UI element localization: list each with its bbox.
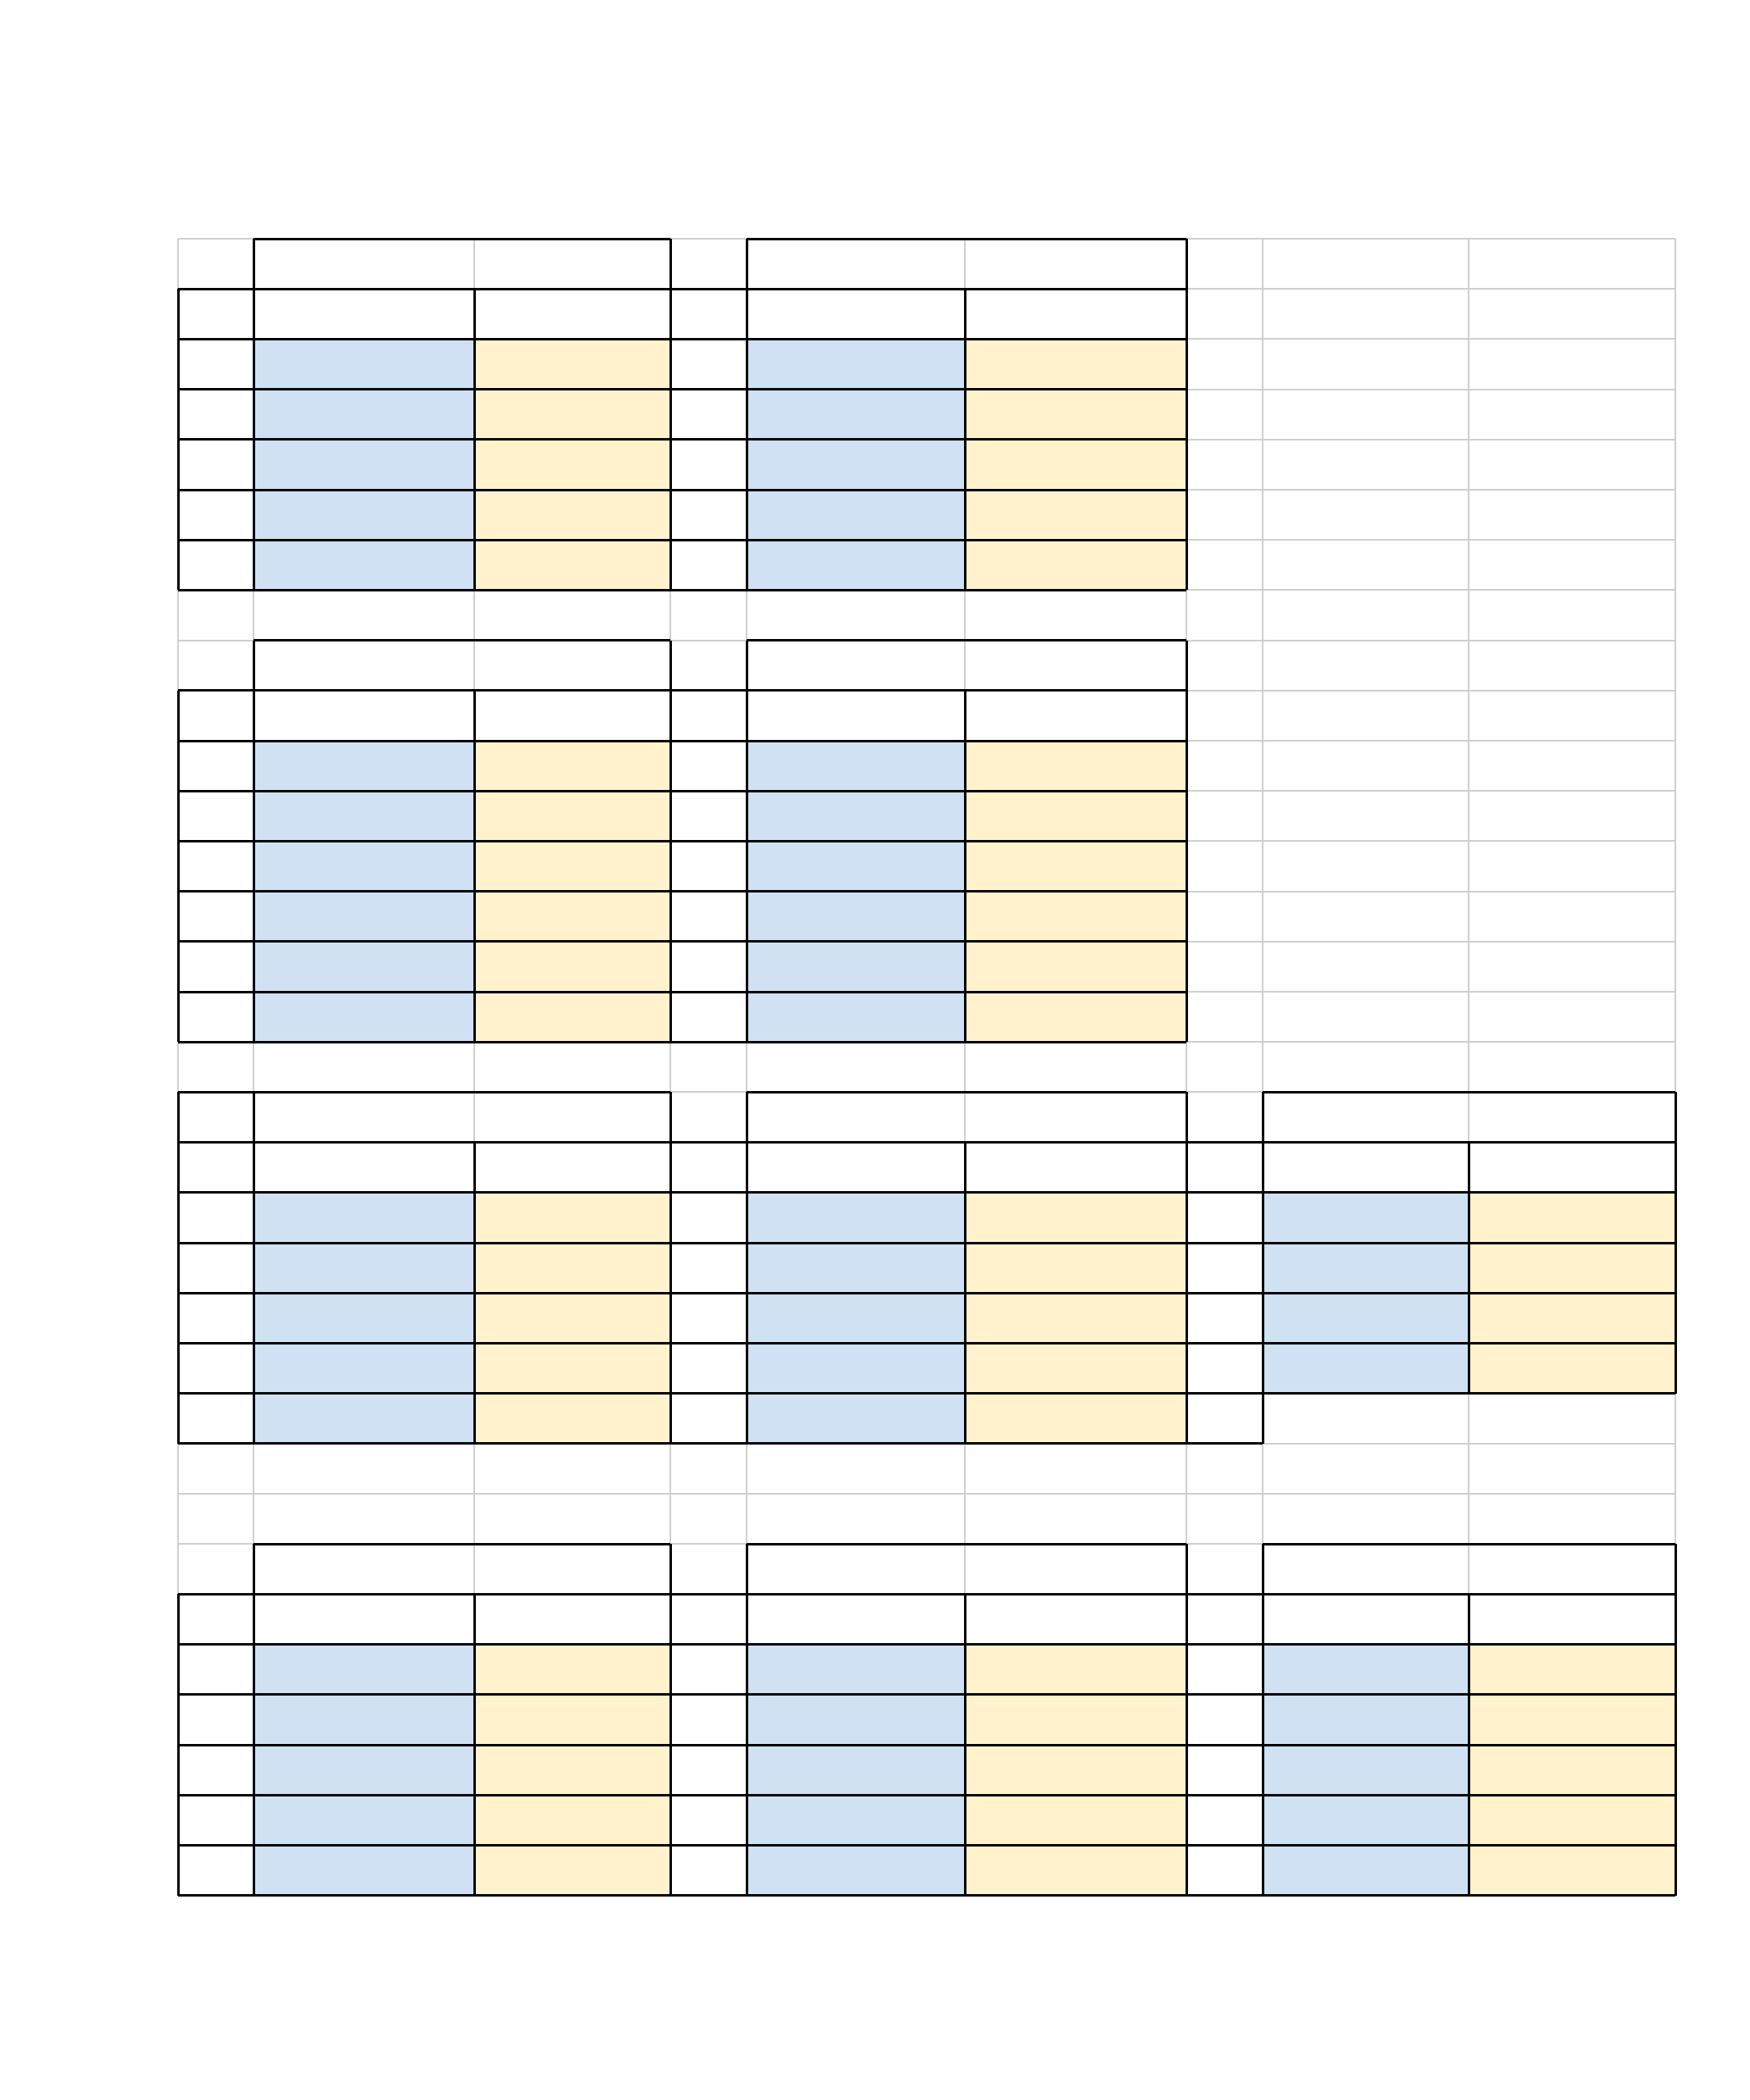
visitors-column-header	[475, 1144, 669, 1192]
grid-line	[746, 1594, 748, 1895]
grid-line	[747, 1091, 1186, 1093]
day-label	[179, 692, 253, 740]
venue-title	[747, 240, 1186, 288]
home-team	[747, 742, 964, 790]
home-column-header	[1263, 1144, 1468, 1192]
home-column-header	[747, 692, 964, 740]
grid-line	[1186, 1593, 1675, 1596]
home-team	[254, 1796, 473, 1844]
home-team	[254, 491, 473, 539]
grid-line	[746, 239, 748, 289]
visitor-team	[1469, 1294, 1675, 1342]
grid-line	[1186, 1894, 1675, 1897]
visitor-team	[475, 1696, 669, 1744]
game-time	[179, 892, 253, 941]
home-column-header	[747, 1595, 964, 1643]
venue-title	[254, 240, 669, 288]
visitor-team	[475, 1194, 669, 1242]
grid-line	[746, 289, 748, 590]
grid-line	[1262, 1143, 1264, 1394]
grid-line	[1186, 1643, 1675, 1646]
home-team	[1263, 1194, 1468, 1242]
game-time	[179, 1194, 253, 1242]
visitors-column-header	[1469, 1595, 1675, 1643]
grid-line	[746, 641, 748, 691]
home-team	[1263, 1244, 1468, 1292]
grid-line	[1186, 1092, 1188, 1142]
home-column-header	[1263, 1595, 1468, 1643]
home-team	[747, 1344, 964, 1392]
grid-line	[253, 289, 255, 590]
grid-line	[253, 1092, 255, 1142]
game-time	[671, 792, 746, 840]
home-team	[254, 943, 473, 991]
home-team	[747, 943, 964, 991]
visitor-team	[475, 1646, 669, 1694]
home-team	[747, 1646, 964, 1694]
home-team	[254, 1846, 473, 1894]
home-team	[747, 993, 964, 1041]
visitor-team	[475, 1395, 669, 1443]
grid-line	[178, 1493, 1675, 1495]
grid-line	[1262, 1394, 1264, 1444]
visitor-team	[475, 541, 669, 589]
game-time	[179, 1344, 253, 1392]
grid-line	[1186, 691, 1188, 1042]
game-time	[179, 390, 253, 439]
home-team	[254, 1244, 473, 1292]
game-time	[179, 1646, 253, 1694]
grid-line	[473, 1594, 476, 1895]
home-team	[1263, 1796, 1468, 1844]
grid-line	[746, 1544, 748, 1594]
game-time	[1187, 1696, 1262, 1744]
home-team	[254, 1746, 473, 1794]
grid-line	[747, 639, 1186, 641]
visitor-team	[475, 441, 669, 489]
game-time	[671, 1646, 746, 1694]
venue-title	[254, 1545, 669, 1593]
home-team	[747, 1194, 964, 1242]
venue-title	[747, 1093, 1186, 1141]
game-time	[671, 541, 746, 589]
game-time	[179, 1696, 253, 1744]
grid-line	[177, 1143, 180, 1444]
visitor-team	[1469, 1344, 1675, 1392]
visitor-team	[1469, 1194, 1675, 1242]
home-column-header	[747, 1144, 964, 1192]
visitor-team	[966, 541, 1186, 589]
game-time	[671, 1746, 746, 1794]
grid-line	[1468, 1594, 1470, 1895]
home-team	[1263, 1646, 1468, 1694]
grid-line	[253, 1594, 255, 1895]
grid-line	[964, 691, 966, 1042]
home-team	[254, 892, 473, 941]
grid-line	[1675, 1143, 1677, 1394]
grid-line	[669, 1092, 672, 1142]
game-time	[179, 340, 253, 388]
home-team	[254, 1696, 473, 1744]
game-time	[1187, 1194, 1262, 1242]
grid-line	[253, 239, 255, 289]
visitor-team	[1469, 1646, 1675, 1694]
visitor-team	[966, 993, 1186, 1041]
grid-line	[1468, 1143, 1470, 1394]
home-column-header	[254, 290, 473, 338]
grid-line	[253, 691, 255, 1042]
home-team	[747, 842, 964, 890]
grid-line	[964, 1143, 966, 1444]
home-team	[747, 1696, 964, 1744]
day-label	[671, 1595, 746, 1643]
home-team	[254, 842, 473, 890]
home-team	[254, 441, 473, 489]
grid-line	[177, 289, 180, 590]
visitor-team	[475, 1796, 669, 1844]
grid-line	[1186, 1844, 1675, 1847]
game-time	[671, 1244, 746, 1292]
visitor-team	[966, 943, 1186, 991]
grid-line	[1186, 1141, 1675, 1144]
visitor-team	[475, 340, 669, 388]
home-team	[747, 792, 964, 840]
visitor-team	[966, 441, 1186, 489]
game-time	[671, 1696, 746, 1744]
game-time	[179, 1294, 253, 1342]
venue-title	[747, 1545, 1186, 1593]
day-label	[671, 692, 746, 740]
game-time	[1187, 1746, 1262, 1794]
grid-line	[1263, 1543, 1675, 1545]
visitor-team	[475, 892, 669, 941]
game-time	[671, 441, 746, 489]
grid-line	[1675, 1544, 1677, 1594]
game-time	[671, 1194, 746, 1242]
grid-line	[1186, 1143, 1188, 1394]
game-time	[671, 1395, 746, 1443]
grid-line	[177, 691, 180, 1042]
game-time	[671, 1344, 746, 1392]
game-time	[179, 742, 253, 790]
home-team	[1263, 1696, 1468, 1744]
game-time	[1187, 1646, 1262, 1694]
grid-line	[178, 1091, 254, 1093]
visitor-team	[475, 792, 669, 840]
home-team	[1263, 1294, 1468, 1342]
game-time	[179, 491, 253, 539]
home-team	[747, 1294, 964, 1342]
game-time	[671, 340, 746, 388]
day-label	[671, 1144, 746, 1192]
visitor-team	[966, 1796, 1186, 1844]
visitor-team	[1469, 1796, 1675, 1844]
venue-title	[1263, 1545, 1675, 1593]
grid-line	[1186, 1442, 1263, 1445]
visitors-column-header	[1469, 1144, 1675, 1192]
game-time	[671, 491, 746, 539]
game-time	[671, 1796, 746, 1844]
home-team	[747, 340, 964, 388]
game-time	[671, 892, 746, 941]
grid-line	[473, 1143, 476, 1444]
grid-line	[1675, 1594, 1677, 1895]
home-team	[747, 1244, 964, 1292]
home-team	[1263, 1746, 1468, 1794]
grid-line	[746, 1143, 748, 1444]
home-column-header	[254, 692, 473, 740]
venue-title	[254, 1093, 669, 1141]
grid-line	[1262, 1544, 1264, 1594]
visitor-team	[966, 491, 1186, 539]
visitors-column-header	[475, 1595, 669, 1643]
home-column-header	[747, 290, 964, 338]
visitor-team	[966, 792, 1186, 840]
venue-title	[747, 641, 1186, 690]
visitors-column-header	[475, 692, 669, 740]
grid-line	[1186, 1544, 1188, 1594]
home-team	[254, 1395, 473, 1443]
game-time	[179, 1395, 253, 1443]
game-time	[671, 1294, 746, 1342]
visitor-team	[966, 1344, 1186, 1392]
home-team	[747, 491, 964, 539]
visitor-team	[966, 742, 1186, 790]
game-time	[179, 1796, 253, 1844]
game-time	[179, 441, 253, 489]
visitor-team	[475, 1294, 669, 1342]
day-label	[179, 1093, 253, 1141]
grid-line	[669, 1143, 672, 1444]
visitor-team	[966, 1746, 1186, 1794]
grid-line	[254, 1543, 670, 1545]
home-team	[747, 441, 964, 489]
visitor-team	[966, 390, 1186, 439]
grid-line	[669, 289, 672, 590]
game-time	[1187, 1796, 1262, 1844]
visitor-team	[475, 390, 669, 439]
game-time	[179, 993, 253, 1041]
game-time	[179, 1846, 253, 1894]
game-time	[179, 943, 253, 991]
visitor-team	[966, 340, 1186, 388]
home-team	[254, 1344, 473, 1392]
home-team	[254, 541, 473, 589]
game-time	[671, 842, 746, 890]
home-team	[254, 1294, 473, 1342]
home-column-header	[254, 1595, 473, 1643]
home-team	[254, 340, 473, 388]
grid-line	[473, 691, 476, 1042]
game-time	[671, 943, 746, 991]
grid-line	[1262, 1594, 1264, 1895]
grid-line	[1186, 1693, 1675, 1696]
visitor-team	[475, 491, 669, 539]
home-team	[747, 541, 964, 589]
visitors-column-header	[966, 290, 1186, 338]
visitors-column-header	[966, 692, 1186, 740]
grid-line	[177, 1594, 180, 1895]
grid-line	[1186, 1594, 1188, 1895]
day-label	[179, 290, 253, 338]
home-team	[254, 1646, 473, 1694]
visitor-team	[475, 1846, 669, 1894]
grid-line	[746, 1092, 748, 1142]
grid-line	[254, 1091, 670, 1093]
day-label	[1187, 1595, 1262, 1643]
grid-line	[1186, 641, 1188, 691]
home-team	[1263, 1846, 1468, 1894]
home-team	[254, 390, 473, 439]
home-team	[254, 792, 473, 840]
grid-line	[253, 1544, 255, 1594]
visitors-column-header	[966, 1595, 1186, 1643]
grid-line	[177, 1092, 180, 1142]
visitor-team	[966, 1194, 1186, 1242]
visitor-team	[475, 1244, 669, 1292]
game-time	[179, 1746, 253, 1794]
visitor-team	[966, 1395, 1186, 1443]
visitor-team	[966, 842, 1186, 890]
grid-line	[254, 639, 670, 641]
venue-title	[1263, 1093, 1675, 1141]
grid-line	[1186, 1394, 1188, 1444]
visitor-team	[966, 1846, 1186, 1894]
home-team	[747, 1846, 964, 1894]
game-time	[671, 390, 746, 439]
visitor-team	[475, 742, 669, 790]
grid-line	[473, 289, 476, 590]
home-team	[747, 892, 964, 941]
grid-line	[1186, 1794, 1675, 1796]
visitors-column-header	[475, 290, 669, 338]
home-team	[254, 742, 473, 790]
grid-line	[253, 641, 255, 691]
home-column-header	[254, 1144, 473, 1192]
home-team	[1263, 1344, 1468, 1392]
day-label	[671, 290, 746, 338]
grid-line	[669, 1544, 672, 1594]
visitor-team	[966, 1294, 1186, 1342]
home-team	[254, 1194, 473, 1242]
game-time	[671, 1846, 746, 1894]
visitor-team	[475, 1344, 669, 1392]
grid-line	[1186, 1242, 1675, 1244]
grid-line	[1262, 1092, 1264, 1142]
visitors-column-header	[966, 1144, 1186, 1192]
grid-line	[964, 289, 966, 590]
grid-line	[1675, 1092, 1677, 1142]
game-time	[1187, 1244, 1262, 1292]
visitor-team	[475, 842, 669, 890]
visitor-team	[1469, 1244, 1675, 1292]
grid-line	[1186, 239, 1188, 289]
game-time	[671, 993, 746, 1041]
grid-line	[253, 1143, 255, 1444]
game-time	[179, 541, 253, 589]
grid-line	[746, 691, 748, 1042]
visitor-team	[475, 1746, 669, 1794]
grid-line	[254, 238, 670, 240]
visitor-team	[966, 1244, 1186, 1292]
grid-line	[669, 1594, 672, 1895]
visitor-team	[966, 1696, 1186, 1744]
game-time	[179, 1244, 253, 1292]
grid-line	[669, 641, 672, 691]
grid-line	[1186, 1292, 1675, 1294]
game-time	[1187, 1294, 1262, 1342]
visitor-team	[475, 993, 669, 1041]
grid-line	[1186, 1744, 1675, 1746]
game-time	[179, 842, 253, 890]
day-label	[179, 1595, 253, 1643]
grid-line	[747, 238, 1186, 240]
visitor-team	[1469, 1746, 1675, 1794]
home-team	[747, 1796, 964, 1844]
home-team	[747, 1746, 964, 1794]
grid-line	[1186, 1392, 1675, 1395]
grid-line	[1186, 1342, 1675, 1344]
grid-line	[1186, 1191, 1675, 1194]
game-time	[179, 792, 253, 840]
day-label	[1187, 1144, 1262, 1192]
grid-line	[1263, 1091, 1675, 1093]
visitor-team	[1469, 1696, 1675, 1744]
game-time	[1187, 1846, 1262, 1894]
visitor-team	[475, 943, 669, 991]
venue-title	[254, 641, 669, 690]
grid-line	[669, 691, 672, 1042]
grid-line	[1186, 289, 1188, 590]
visitor-team	[966, 892, 1186, 941]
visitor-team	[1469, 1846, 1675, 1894]
home-team	[254, 993, 473, 1041]
grid-line	[747, 1543, 1186, 1545]
visitor-team	[966, 1646, 1186, 1694]
game-time	[671, 742, 746, 790]
grid-line	[964, 1594, 966, 1895]
grid-line	[669, 239, 672, 289]
home-team	[747, 390, 964, 439]
home-team	[747, 1395, 964, 1443]
game-time	[1187, 1344, 1262, 1392]
